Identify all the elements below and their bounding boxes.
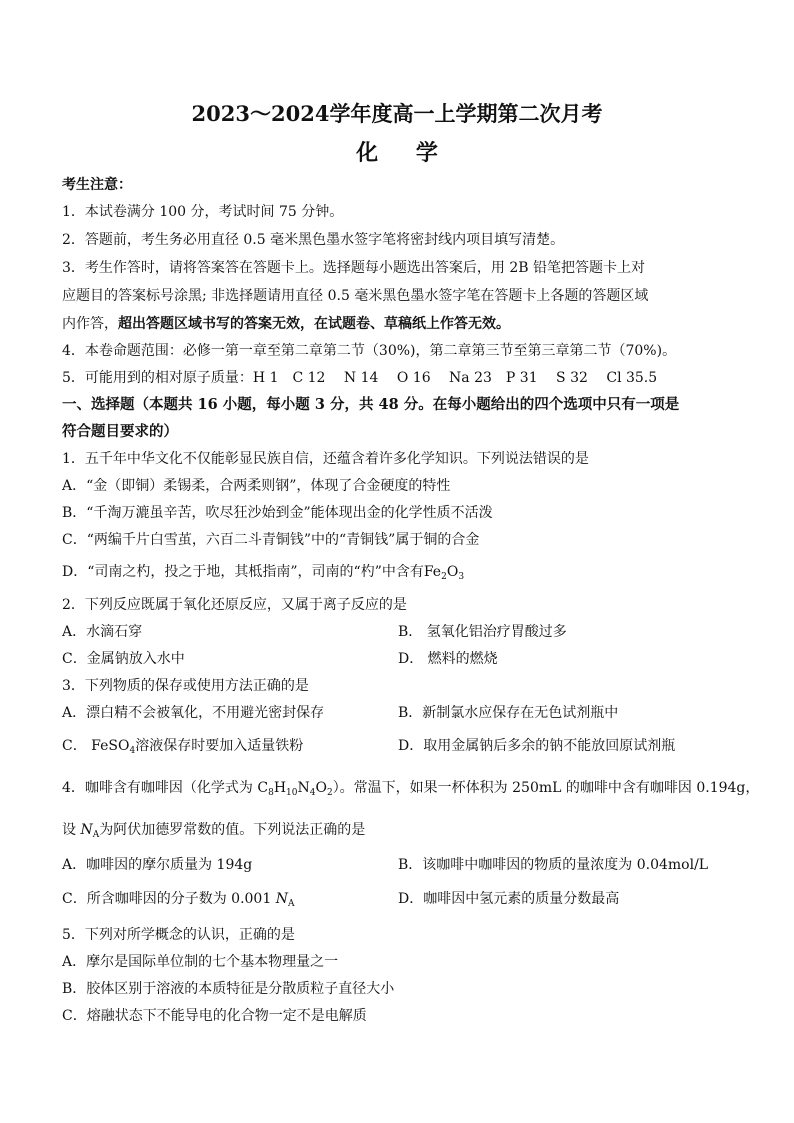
q1-formula-sub3: 3	[458, 572, 465, 582]
q3-option-d: D．取用金属钠后多余的钠不能放回原试剂瓶	[398, 738, 676, 754]
q4-option-a: A．咖啡因的摩尔质量为 194g	[62, 857, 253, 873]
q4-formula-o: O	[315, 780, 327, 796]
q4-option-b: B．该咖啡中咖啡因的物质的量浓度为 0.04mol/L	[398, 857, 709, 873]
exam-title: 2023～2024学年度高一上学期第二次月考	[191, 101, 603, 126]
q4-formula-h: H	[273, 780, 287, 796]
q4-stem-prefix: 4．咖啡含有咖啡因（化学式为 C	[62, 780, 269, 796]
q4-option-c	[62, 890, 294, 908]
q1-formula-o: O	[446, 564, 459, 580]
notice-item-3-line2: 应题目的答案标号涂黑; 非选择题请用直径 0.5 毫米黑色墨水签字笔在答题卡上各题的答题区域	[62, 288, 649, 304]
q3-option-c-suffix: 溶液保存时要加入适量铁粉	[135, 738, 304, 754]
q4-stem-suffix: ）。常温下，如果一杯体积为 250mL 的咖啡中含有咖啡因 0.194g，	[332, 780, 760, 796]
q4-stem-line1	[62, 779, 759, 797]
q4-option-d: D．咖啡因中氢元素的质量分数最高	[398, 891, 620, 907]
notice-item-4: 4．本卷命题范围：必修一第一章至第二章第二节（30%)，第二章第三节至第三章第二节（70%)。	[62, 343, 677, 359]
subject-title: 化 学	[356, 140, 438, 166]
notice-item-3-bold: 超出答题区域书写的答案无效，在试题卷、草稿纸上作答无效。	[118, 316, 510, 332]
q4-option-c-na-sub: A	[287, 899, 295, 909]
q3-stem: 3．下列物质的保存或使用方法正确的是	[62, 678, 309, 694]
notice-item-3-line1: 3．考生作答时，请将答案答在答题卡上。选择题每小题选出答案后，用 2B 铅笔把答题卡上对	[62, 260, 646, 276]
notice-item-3-normal: 内作答，	[62, 316, 118, 332]
q1-formula-sub2: 2	[441, 572, 447, 582]
q4-sub-2: 2	[326, 788, 333, 798]
q1-option-a: A．“金（即铜）柔锡柔，合两柔则钢”，体现了合金硬度的特性	[62, 478, 451, 494]
q2-stem: 2．下列反应既属于氧化还原反应，又属于离子反应的是	[62, 597, 407, 613]
q1-option-c: C．“两编千片白雪茧，六百二斗青铜钱”中的“青铜钱”属于铜的合金	[62, 532, 480, 548]
q4-stem-line2	[62, 821, 365, 839]
q5-option-c: C．熔融状态下不能导电的化合物一定不是电解质	[62, 1008, 367, 1024]
q4-line2-suffix: 为阿伏加德罗常数的值。下列说法正确的是	[99, 822, 366, 838]
q3-formula-sub4: 4	[129, 746, 136, 756]
q4-option-c-text: C．所含咖啡因的分子数为 0.001	[62, 891, 276, 907]
q4-formula-n: N	[297, 780, 310, 796]
q4-sub-4: 4	[309, 788, 316, 798]
q3-option-c	[62, 737, 303, 755]
notice-item-2: 2．答题前，考生务必用直径 0.5 毫米黑色墨水签字笔将密封线内项目填写清楚。	[62, 232, 565, 248]
q1-option-d	[62, 563, 464, 581]
notice-item-5: 5．可能用到的相对原子质量：H 1 C 12 N 14 O 16 Na 23 P 31 S 32 Cl 35.5	[62, 370, 658, 386]
q5-option-a: A．摩尔是国际单位制的七个基本物理量之一	[62, 954, 339, 970]
q3-option-b: B．新制氯水应保存在无色试剂瓶中	[398, 705, 619, 721]
notice-heading: 考生注意：	[62, 177, 132, 193]
q4-na-symbol: N	[80, 822, 93, 838]
q4-na-sub: A	[92, 830, 100, 840]
q4-line2-prefix: 设	[62, 822, 81, 838]
q4-sub-10: 10	[286, 788, 298, 798]
q4-sub-8: 8	[268, 788, 274, 798]
notice-item-1: 1．本试卷满分 100 分，考试时间 75 分钟。	[62, 204, 344, 220]
q3-option-c-prefix: C． FeSO	[62, 738, 130, 754]
q2-option-b: B． 氢氧化铝治疗胃酸过多	[398, 624, 567, 640]
section1-heading-line2: 符合题目要求的）	[62, 423, 178, 440]
q2-option-c: C．金属钠放入水中	[62, 651, 185, 667]
q1-option-b: B．“千淘万漉虽辛苦，吹尽狂沙始到金”能体现出金的化学性质不活泼	[62, 505, 493, 521]
section1-heading-line1: 一、选择题（本题共 16 小题，每小题 3 分，共 48 分。在每小题给出的四个选项中只有一项是	[62, 396, 680, 413]
q1-stem: 1．五千年中华文化不仅能彰显民族自信，还蕴含着许多化学知识。下列说法错误的是	[62, 451, 589, 467]
q4-option-c-na: N	[275, 891, 288, 907]
q1-option-d-text: D．“司南之杓，投之于地，其柢指南”，司南的“杓”中含有	[62, 564, 424, 580]
q5-stem: 5．下列对所学概念的认识，正确的是	[62, 927, 295, 943]
q3-option-a: A．漂白精不会被氧化，不用避光密封保存	[62, 705, 325, 721]
q5-option-b: B．胶体区别于溶液的本质特征是分散质粒子直径大小	[62, 981, 395, 997]
q2-option-d: D． 燃料的燃烧	[398, 651, 498, 667]
notice-item-3-line3	[62, 315, 510, 333]
q1-formula-fe: Fe	[423, 564, 442, 580]
q2-option-a: A．水滴石穿	[62, 624, 143, 640]
